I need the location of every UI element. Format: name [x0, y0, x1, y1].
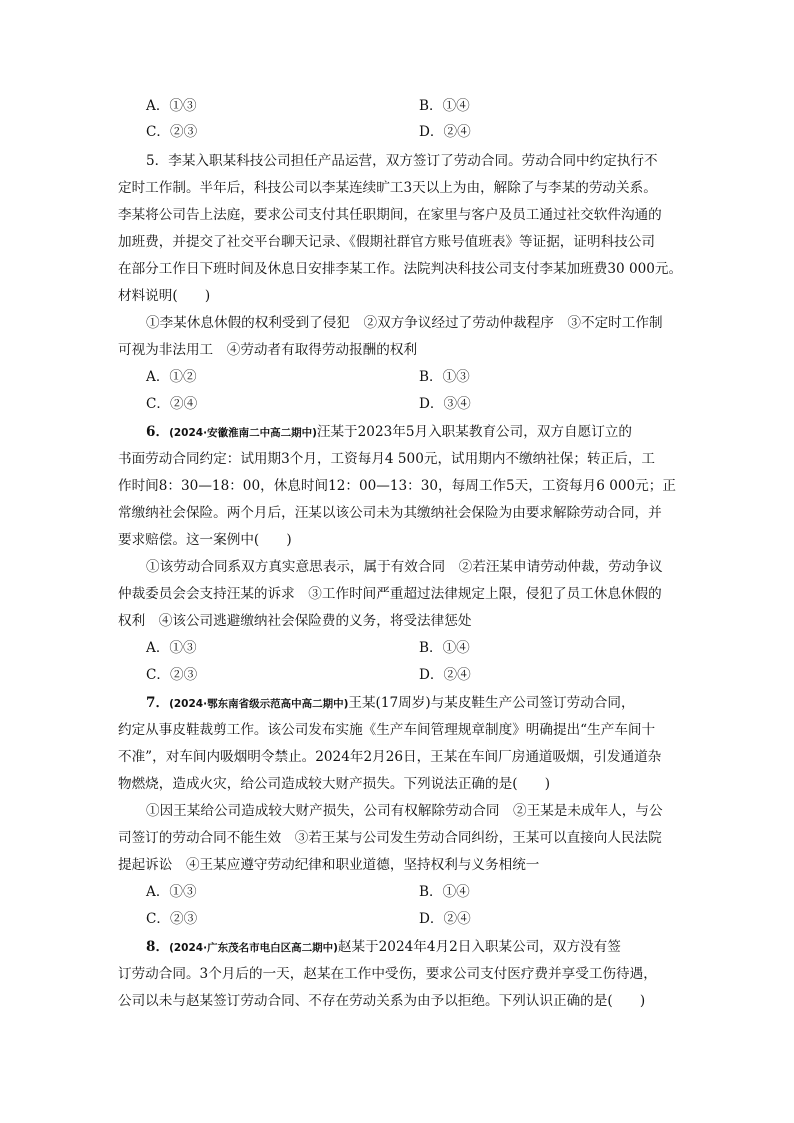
- q7-statements-3: 提起诉讼 ④王某应遵守劳动纪律和职业道德，坚持权利与义务相统一: [118, 857, 540, 873]
- q6-option-b: B．①④: [419, 640, 470, 656]
- q4-option-b: B．①④: [419, 98, 470, 114]
- q6-option-c: C．②③: [146, 667, 198, 683]
- q5-line-2: 定时工作制。半年后，科技公司以李某连续旷工3天以上为由，解除了与李某的劳动关系。: [118, 180, 657, 196]
- q5-option-d: D．③④: [419, 396, 471, 412]
- q6-option-d: D．②④: [419, 667, 471, 683]
- q7-statements-2: 司签订的劳动合同不能生效 ③若王某与公司发生劳动合同纠纷，王某可以直接向人民法院: [118, 830, 662, 846]
- q5-line-3: 李某将公司告上法庭，要求公司支付其任职期间，在家里与客户及员工通过社交软件沟通的: [118, 207, 662, 223]
- q8-line-2: 订劳动合同。3个月后的一天，赵某在工作中受伤，要求公司支付医疗费并享受工伤待遇，: [118, 966, 657, 982]
- q7-text-1: 王某(17周岁)与某皮鞋生产公司签订劳动合同，: [348, 695, 635, 711]
- q7-line-3: 不准”，对车间内吸烟明令禁止。2024年2月26日，王某在车间厂房通道吸烟，引发通道杂: [118, 749, 662, 765]
- q7-option-b: B．①④: [419, 884, 470, 900]
- q7-line-4: 物燃烧，造成火灾，给公司造成较大财产损失。下列说法正确的是( ): [118, 776, 551, 792]
- q6-line-3: 作时间8：30—18：00，休息时间12：00—13：30，每周工作5天，工资每月6 000元；正: [118, 478, 676, 494]
- q8-text-1: 赵某于2024年4月2日入职某公司，双方没有签: [337, 939, 621, 955]
- q6-statements-3: 权利 ④该公司逃避缴纳社会保险费的义务，将受法律惩处: [118, 613, 472, 629]
- q5-option-c: C．②④: [146, 396, 198, 412]
- q6-statements-1: ①该劳动合同系双方真实意思表示，属于有效合同 ②若汪某申请劳动仲裁，劳动争议: [146, 559, 663, 575]
- q6-text-1: 汪某于2023年5月入职某教育公司，双方自愿订立的: [316, 424, 632, 440]
- q7-option-a: A．①③: [146, 884, 197, 900]
- q6-line-4: 常缴纳社会保险。两个月后，汪某以该公司未为其缴纳社会保险为由要求解除劳动合同，并: [118, 505, 662, 521]
- q4-option-d: D．②④: [419, 124, 471, 140]
- q5-option-a: A．①②: [146, 369, 197, 385]
- q5-option-b: B．①③: [419, 369, 470, 385]
- q5-line-6: 材料说明( ): [118, 288, 211, 304]
- q7-option-d: D．②④: [419, 911, 471, 927]
- q5-statements-1: ①李某休息休假的权利受到了侵犯 ②双方争议经过了劳动仲裁程序 ③不定时工作制: [146, 315, 663, 331]
- q8-source: (2024·广东茂名市电白区高二期中): [169, 942, 338, 954]
- q4-option-c: C．②③: [146, 124, 198, 140]
- q6-statements-2: 仲裁委员会会支持汪某的诉求 ③工作时间严重超过法律规定上限，侵犯了员工休息休假的: [118, 586, 662, 602]
- q8-number: 8．: [146, 939, 170, 955]
- q8-line-3: 公司以未与赵某签订劳动合同、不存在劳动关系为由予以拒绝。下列认识正确的是( ): [118, 993, 646, 1009]
- q7-statements-1: ①因王某给公司造成较大财产损失，公司有权解除劳动合同 ②王某是未成年人，与公: [146, 803, 663, 819]
- q5-statements-2: 可视为非法用工 ④劳动者有取得劳动报酬的权利: [118, 342, 418, 358]
- q6-option-a: A．①③: [146, 640, 197, 656]
- q8-line-1: [146, 937, 621, 958]
- q7-line-2: 约定从事皮鞋裁剪工作。该公司发布实施《生产车间管理规章制度》明确提出“生产车间十: [118, 722, 656, 738]
- q7-source: (2024·鄂东南省级示范高中高二期中): [169, 698, 349, 710]
- q5-line-5: 在部分工作日下班时间及休息日安排李某工作。法院判决科技公司支付李某加班费30 000元。: [118, 261, 683, 277]
- q7-number: 7．: [146, 695, 170, 711]
- q4-option-a: A．①③: [146, 98, 197, 114]
- q6-line-5: 要求赔偿。这一案例中( ): [118, 532, 292, 548]
- q7-line-1: [146, 693, 635, 714]
- q5-line-1: 5．李某入职某科技公司担任产品运营，双方签订了劳动合同。劳动合同中约定执行不: [146, 153, 658, 169]
- q5-line-4: 加班费，并提交了社交平台聊天记录、《假期社群官方账号值班表》等证据，证明科技公司: [118, 234, 655, 250]
- q7-option-c: C．②③: [146, 911, 198, 927]
- q6-source: (2024·安徽淮南二中高二期中): [169, 427, 317, 439]
- q6-number: 6．: [146, 424, 170, 440]
- q6-line-1: [146, 422, 632, 443]
- q6-line-2: 书面劳动合同约定：试用期3个月，工资每月4 500元，试用期内不缴纳社保；转正后，工: [118, 451, 655, 467]
